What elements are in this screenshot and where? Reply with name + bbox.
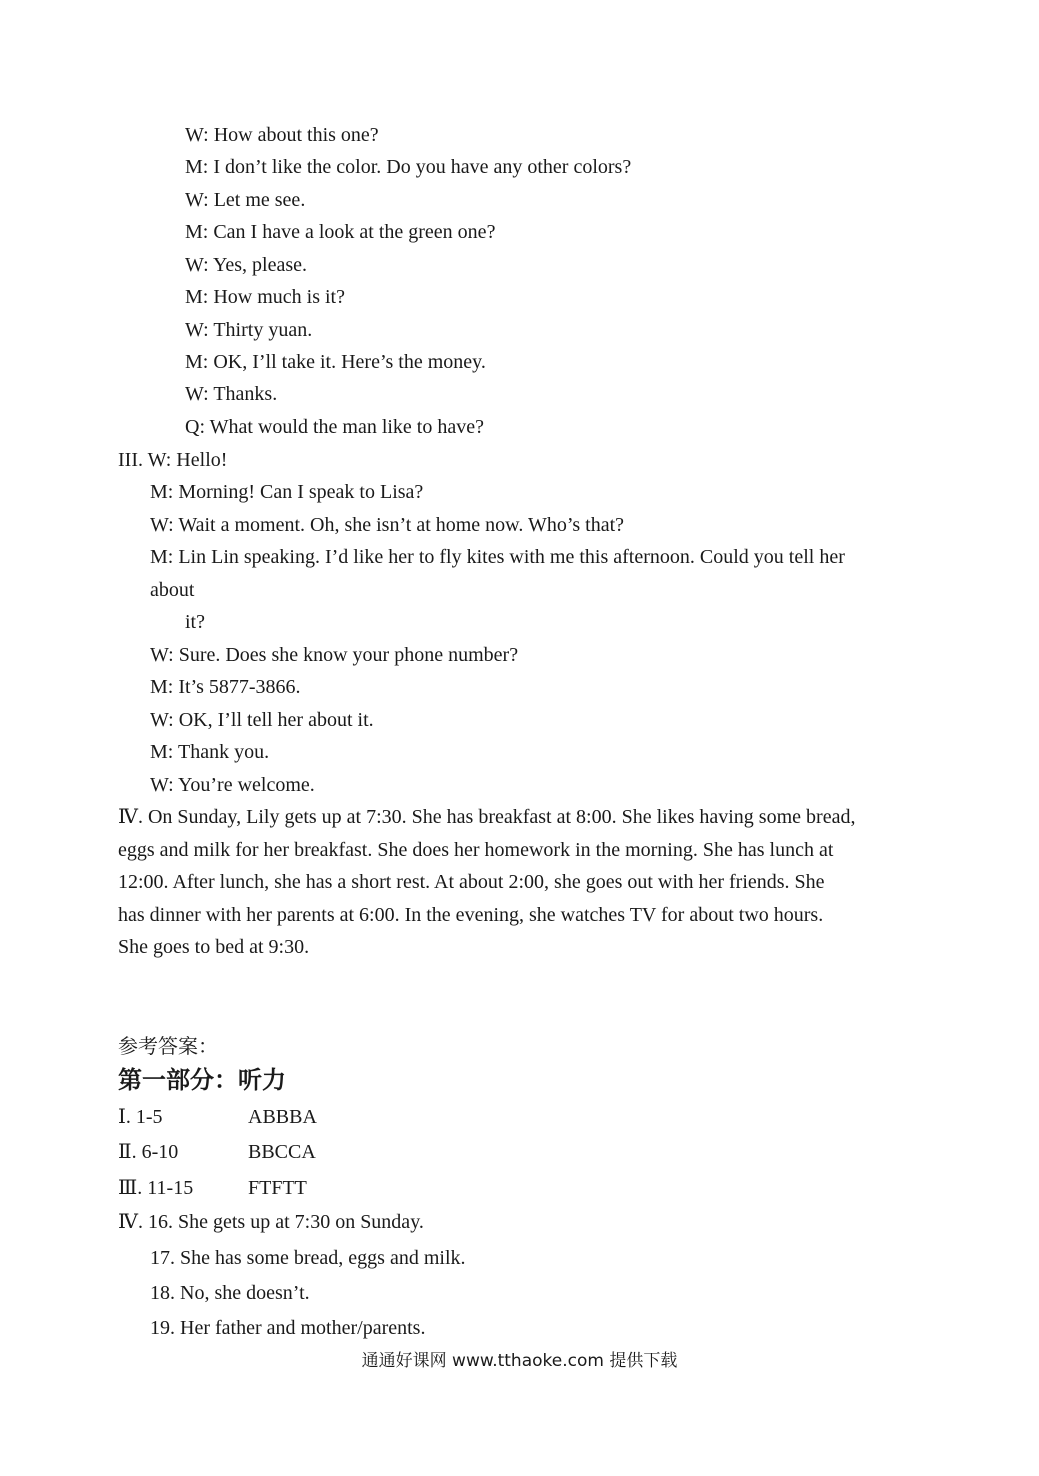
answer-iv-line: 18. No, she doesn’t. <box>150 1282 310 1304</box>
answer-iv-line: 19. Her father and mother/parents. <box>150 1317 426 1339</box>
dialogue-line: it? <box>185 611 205 633</box>
dialogue-line: M: Can I have a look at the green one? <box>185 221 496 243</box>
dialogue-line: W: OK, I’ll tell her about it. <box>150 709 374 731</box>
passage-line: has dinner with her parents at 6:00. In the evening, she watches TV for about two hours. <box>118 904 824 926</box>
dialogue-line: W: Yes, please. <box>185 254 308 276</box>
dialogue-line: W: Thirty yuan. <box>185 319 313 341</box>
part-title: 第一部分：听力 <box>118 1066 286 1094</box>
dialogue-line: M: Morning! Can I speak to Lisa? <box>150 481 424 503</box>
dialogue-line: W: How about this one? <box>185 124 379 146</box>
dialogue-line: M: OK, I’ll take it. Here’s the money. <box>185 351 486 373</box>
dialogue-line: M: I don’t like the color. Do you have any other colors? <box>185 156 632 178</box>
dialogue-line: M: It’s 5877-3866. <box>150 676 301 698</box>
dialogue-line: W: Let me see. <box>185 189 306 211</box>
dialogue-line: W: Wait a moment. Oh, she isn’t at home now. Who’s that? <box>150 514 625 536</box>
answer-iv-line: 17. She has some bread, eggs and milk. <box>150 1247 466 1269</box>
dialogue-line: W: You’re welcome. <box>150 774 315 796</box>
answer-row <box>118 1104 317 1130</box>
dialogue-line: about <box>150 579 195 601</box>
passage-line: Ⅳ. On Sunday, Lily gets up at 7:30. She has breakfast at 8:00. She likes having some bread, <box>118 806 856 828</box>
page-footer: 通通好课网 www.tthaoke.com 提供下载 <box>361 1351 678 1371</box>
dialogue-line: W: Thanks. <box>185 383 278 405</box>
passage-line: 12:00. After lunch, she has a short rest. At about 2:00, she goes out with her friends. She <box>118 871 825 893</box>
passage-line: She goes to bed at 9:30. <box>118 936 310 958</box>
dialogue-line: M: Lin Lin speaking. I’d like her to fly kites with me this afternoon. Could you tell her <box>150 546 845 568</box>
dialogue-line: M: How much is it? <box>185 286 345 308</box>
question-line: Q: What would the man like to have? <box>185 416 484 438</box>
answer-row <box>118 1139 316 1165</box>
answer-range: Ⅲ. 11-15 <box>118 1177 194 1199</box>
answer-range: Ⅱ. 6-10 <box>118 1141 179 1163</box>
dialogue-line: W: Sure. Does she know your phone number? <box>150 644 519 666</box>
passage-line: eggs and milk for her breakfast. She does her homework in the morning. She has lunch at <box>118 839 834 861</box>
answer-value: BBCCA <box>248 1141 316 1163</box>
answer-iv-first: Ⅳ. 16. She gets up at 7:30 on Sunday. <box>118 1211 424 1233</box>
section3-first-line: III. W: Hello! <box>118 449 228 471</box>
answers-label: 参考答案： <box>118 1034 218 1058</box>
answer-row <box>118 1175 307 1201</box>
answer-value: FTFTT <box>248 1177 307 1199</box>
dialogue-line: M: Thank you. <box>150 741 270 763</box>
answer-value: ABBBA <box>248 1106 317 1128</box>
answer-range: Ⅰ. 1-5 <box>118 1106 163 1128</box>
